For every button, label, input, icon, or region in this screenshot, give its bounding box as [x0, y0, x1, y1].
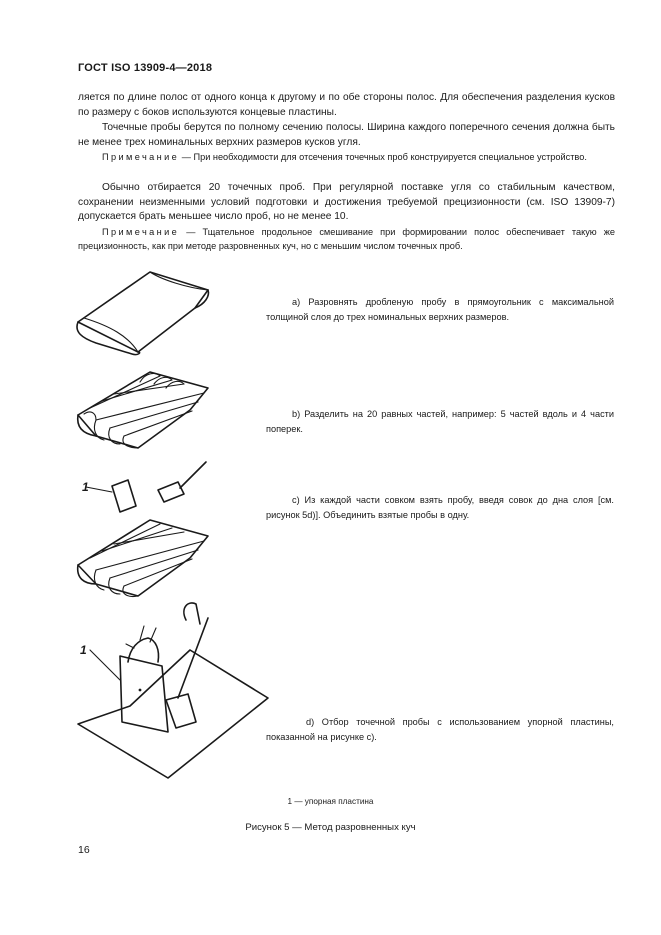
figure-legend: 1 — упорная пластина [287, 797, 374, 806]
note-1-label: Примечание [102, 152, 180, 162]
step-a-text: а) Разровнять дробленую пробу в прямоугольник с максимальной толщиной слоя до трех номинальных верхних размеров. [266, 297, 614, 322]
figure-a-flattened-pile [77, 272, 208, 355]
figure-b-divided-pile [78, 372, 208, 448]
figure-d-sampling-with-plate [78, 603, 268, 778]
document-header: ГОСТ ISO 13909-4—2018 [78, 62, 213, 74]
step-d-text: d) Отбор точечной пробы с использованием упорной пластины, показанной на рисунке с). [266, 717, 614, 742]
figure-d-label: 1 [80, 643, 87, 657]
note-2-label: Примечание [102, 227, 180, 237]
figure-c-label: 1 [82, 480, 89, 494]
paragraph-1: ляется по длине полос от одного конца к другому и по обе стороны полос. Для обеспечения разделения кусков по размеру с боков используются концевые пластины. [78, 92, 615, 118]
figure-c-pile-with-scoop [78, 462, 208, 597]
step-c-text: с) Из каждой части совком взять пробу, введя совок до дна слоя [см. рисунок 5d)]. Объединить взятые пробы в одну. [266, 495, 614, 520]
note-2-text: — Тщательное продольное смешивание при формировании полос обеспечивает такую же прецизионность, как при методе разровненных куч, но с меньшим числом точечных проб. [78, 227, 615, 251]
figure-caption: Рисунок 5 — Метод разровненных куч [245, 822, 416, 833]
page-number: 16 [78, 844, 90, 856]
step-b-text: b) Разделить на 20 равных частей, например: 5 частей вдоль и 4 части поперек. [266, 409, 614, 434]
paragraph-2: Точечные пробы берутся по полному сечению полосы. Ширина каждого поперечного сечения должна быть не менее трех номинальных верхних размеров кусков угля. [78, 122, 615, 148]
note-1-text: — При необходимости для отсечения точечных проб конструируется специальное устройство. [179, 152, 587, 162]
paragraph-3: Обычно отбирается 20 точечных проб. При регулярной поставке угля со стабильным качеством, сохранении неизменными условий подготовки и достижения требуемой прецизионности (см. ISO 13909-7) допускается брать меньшее число проб, но не менее 10. [78, 182, 615, 222]
